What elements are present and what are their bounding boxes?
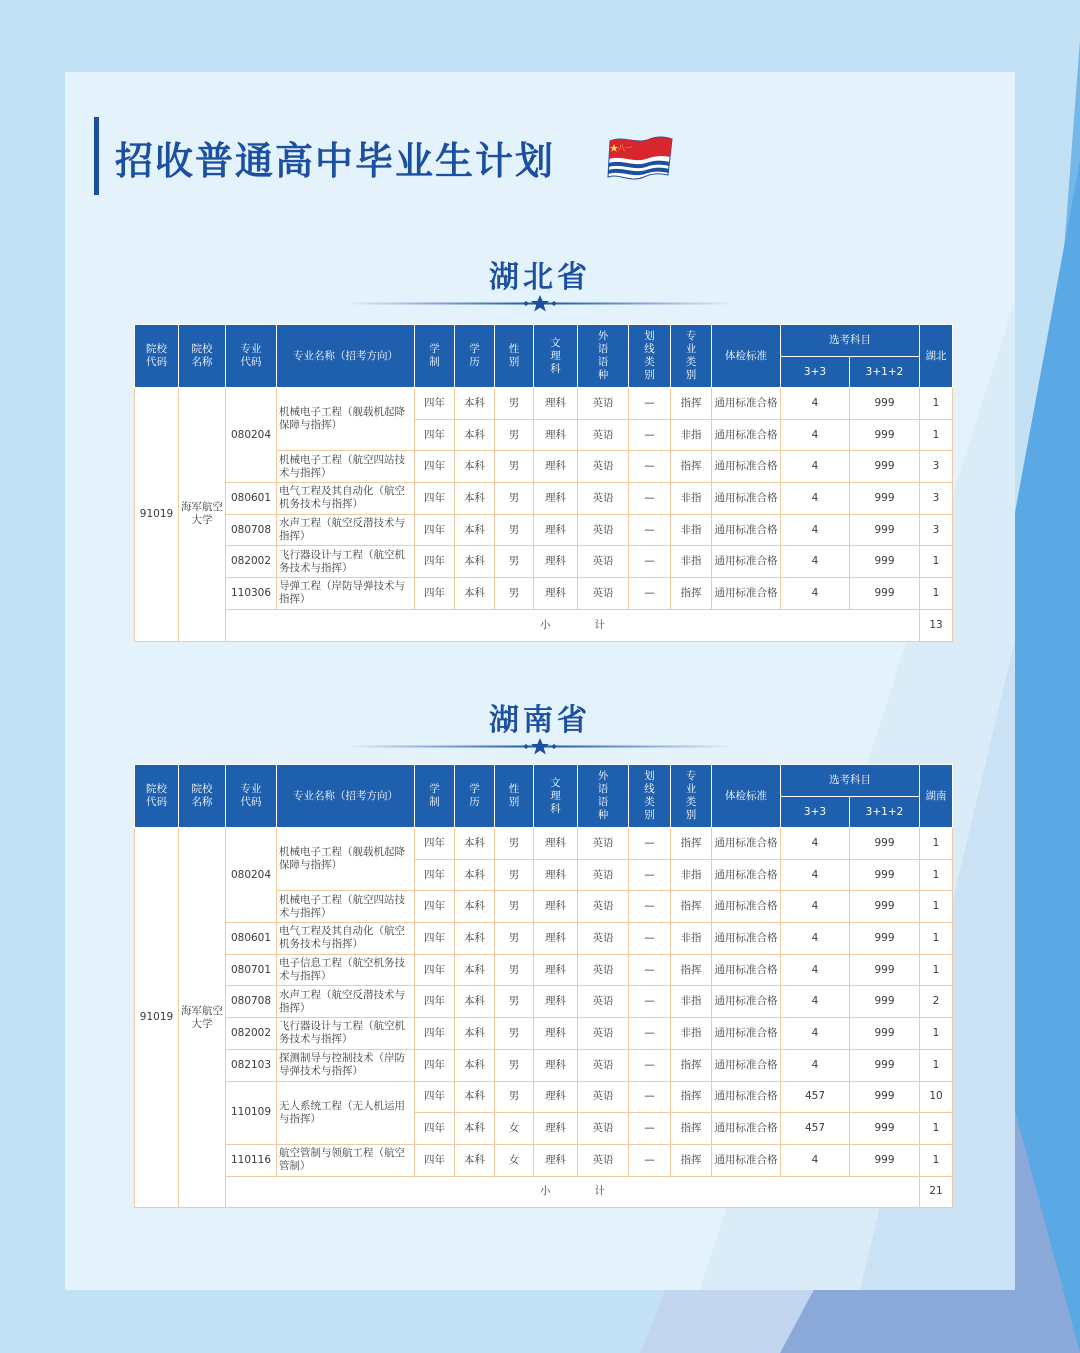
physical-standard: 通用标准合格 xyxy=(712,1113,781,1145)
major-type: 指挥 xyxy=(671,1113,712,1145)
major-type: 非指 xyxy=(671,483,712,515)
quota: 1 xyxy=(920,923,953,955)
major-type: 指挥 xyxy=(671,1081,712,1113)
track: 理科 xyxy=(534,1049,578,1081)
major-type: 非指 xyxy=(671,1018,712,1050)
major-code: 082002 xyxy=(226,1018,277,1050)
physical-standard: 通用标准合格 xyxy=(712,1081,781,1113)
header-gender: 性别 xyxy=(495,325,534,388)
language: 英语 xyxy=(578,1113,629,1145)
quota: 3 xyxy=(920,483,953,515)
header-line-type: 划线类别 xyxy=(629,765,671,828)
major-type: 指挥 xyxy=(671,828,712,860)
quota: 1 xyxy=(920,954,953,986)
gender: 男 xyxy=(495,419,534,451)
duration: 四年 xyxy=(415,923,455,955)
subject-3-3: 4 xyxy=(781,1049,850,1081)
track: 理科 xyxy=(534,451,578,483)
header-region: 湖南 xyxy=(920,765,953,828)
major-code: 110116 xyxy=(226,1144,277,1176)
major-name: 电子信息工程（航空机务技术与指挥） xyxy=(277,954,415,986)
language: 英语 xyxy=(578,419,629,451)
header-school-name: 院校名称 xyxy=(179,325,226,388)
major-code: 082103 xyxy=(226,1049,277,1081)
subject-3-3: 4 xyxy=(781,986,850,1018)
subject-3-1-2: 999 xyxy=(850,388,920,420)
degree: 本科 xyxy=(455,419,495,451)
language: 英语 xyxy=(578,828,629,860)
subject-3-1-2: 999 xyxy=(850,578,920,610)
table-row xyxy=(135,388,953,420)
major-name: 导弹工程（岸防导弹技术与指挥） xyxy=(277,578,415,610)
header-major-name: 专业名称（招考方向） xyxy=(277,325,415,388)
subtotal-row xyxy=(135,1176,953,1208)
subject-3-1-2: 999 xyxy=(850,514,920,546)
header-degree: 学历 xyxy=(455,325,495,388)
degree: 本科 xyxy=(455,1113,495,1145)
duration: 四年 xyxy=(415,1018,455,1050)
track: 理科 xyxy=(534,578,578,610)
quota: 10 xyxy=(920,1081,953,1113)
physical-standard: 通用标准合格 xyxy=(712,954,781,986)
subject-3-3: 4 xyxy=(781,1144,850,1176)
subject-3-1-2: 999 xyxy=(850,828,920,860)
major-type: 非指 xyxy=(671,546,712,578)
duration: 四年 xyxy=(415,483,455,515)
major-name: 电气工程及其自动化（航空机务技术与指挥） xyxy=(277,923,415,955)
header-subject-3-3: 3+3 xyxy=(781,797,850,828)
physical-standard: 通用标准合格 xyxy=(712,546,781,578)
degree: 本科 xyxy=(455,828,495,860)
header-track: 文理科 xyxy=(534,765,578,828)
gender: 女 xyxy=(495,1144,534,1176)
school-code: 91019 xyxy=(135,388,179,642)
line-type: — xyxy=(629,986,671,1018)
header-major-code: 专业代码 xyxy=(226,325,277,388)
degree: 本科 xyxy=(455,451,495,483)
section-title: 湖北省 xyxy=(489,260,591,295)
track: 理科 xyxy=(534,546,578,578)
subject-3-3: 4 xyxy=(781,388,850,420)
header-line-type: 划线类别 xyxy=(629,325,671,388)
major-name: 水声工程（航空反潜技术与指挥） xyxy=(277,514,415,546)
major-name: 飞行器设计与工程（航空机务技术与指挥） xyxy=(277,1018,415,1050)
physical-standard: 通用标准合格 xyxy=(712,1049,781,1081)
line-type: — xyxy=(629,483,671,515)
header-degree: 学历 xyxy=(455,765,495,828)
language: 英语 xyxy=(578,1049,629,1081)
major-code: 080204 xyxy=(226,828,277,923)
degree: 本科 xyxy=(455,1081,495,1113)
title-accent-bar xyxy=(94,117,99,195)
language: 英语 xyxy=(578,1144,629,1176)
physical-standard: 通用标准合格 xyxy=(712,578,781,610)
table-row xyxy=(135,578,953,610)
language: 英语 xyxy=(578,859,629,891)
track: 理科 xyxy=(534,986,578,1018)
table-row xyxy=(135,1081,953,1113)
subject-3-1-2: 999 xyxy=(850,1113,920,1145)
track: 理科 xyxy=(534,859,578,891)
subject-3-3: 4 xyxy=(781,923,850,955)
header-duration: 学制 xyxy=(415,765,455,828)
major-code: 110109 xyxy=(226,1081,277,1144)
major-code: 080708 xyxy=(226,514,277,546)
line-type: — xyxy=(629,451,671,483)
physical-standard: 通用标准合格 xyxy=(712,859,781,891)
table-row xyxy=(135,954,953,986)
naval-flag-icon xyxy=(606,133,674,183)
header-school-code: 院校代码 xyxy=(135,765,179,828)
header-school-code: 院校代码 xyxy=(135,325,179,388)
track: 理科 xyxy=(534,483,578,515)
major-type: 非指 xyxy=(671,419,712,451)
enrollment-table xyxy=(134,324,953,642)
major-type: 非指 xyxy=(671,923,712,955)
subject-3-3: 4 xyxy=(781,891,850,923)
line-type: — xyxy=(629,828,671,860)
track: 理科 xyxy=(534,1113,578,1145)
physical-standard: 通用标准合格 xyxy=(712,923,781,955)
duration: 四年 xyxy=(415,419,455,451)
quota: 1 xyxy=(920,859,953,891)
line-type: — xyxy=(629,1144,671,1176)
header-subject-3-1-2: 3+1+2 xyxy=(850,797,920,828)
track: 理科 xyxy=(534,1081,578,1113)
subtotal-label-b: 计 xyxy=(594,1185,605,1198)
quota: 1 xyxy=(920,828,953,860)
subtotal-label-a: 小 xyxy=(540,1185,551,1198)
track: 理科 xyxy=(534,954,578,986)
physical-standard: 通用标准合格 xyxy=(712,388,781,420)
degree: 本科 xyxy=(455,388,495,420)
quota: 3 xyxy=(920,514,953,546)
track: 理科 xyxy=(534,1018,578,1050)
subject-3-3: 4 xyxy=(781,578,850,610)
duration: 四年 xyxy=(415,828,455,860)
major-code: 080204 xyxy=(226,388,277,483)
school-name: 海军航空大学 xyxy=(179,388,226,642)
subtotal-row xyxy=(135,609,953,641)
degree: 本科 xyxy=(455,1049,495,1081)
major-code: 110306 xyxy=(226,578,277,610)
gender: 男 xyxy=(495,451,534,483)
degree: 本科 xyxy=(455,1018,495,1050)
track: 理科 xyxy=(534,923,578,955)
subject-3-3: 4 xyxy=(781,1018,850,1050)
quota: 2 xyxy=(920,986,953,1018)
header-major-type: 专业类别 xyxy=(671,765,712,828)
physical-standard: 通用标准合格 xyxy=(712,986,781,1018)
duration: 四年 xyxy=(415,1113,455,1145)
line-type: — xyxy=(629,388,671,420)
physical-standard: 通用标准合格 xyxy=(712,514,781,546)
line-type: — xyxy=(629,514,671,546)
duration: 四年 xyxy=(415,514,455,546)
subject-3-3: 4 xyxy=(781,451,850,483)
line-type: — xyxy=(629,546,671,578)
header-school-name: 院校名称 xyxy=(179,765,226,828)
duration: 四年 xyxy=(415,451,455,483)
line-type: — xyxy=(629,1113,671,1145)
duration: 四年 xyxy=(415,546,455,578)
gender: 男 xyxy=(495,954,534,986)
subject-3-1-2: 999 xyxy=(850,483,920,515)
table-row xyxy=(135,546,953,578)
language: 英语 xyxy=(578,514,629,546)
line-type: — xyxy=(629,923,671,955)
header-gender: 性别 xyxy=(495,765,534,828)
subject-3-1-2: 999 xyxy=(850,954,920,986)
gender: 男 xyxy=(495,986,534,1018)
table-row xyxy=(135,1018,953,1050)
header-duration: 学制 xyxy=(415,325,455,388)
gender: 男 xyxy=(495,1018,534,1050)
subject-3-1-2: 999 xyxy=(850,546,920,578)
major-name: 机械电子工程（航空四站技术与指挥） xyxy=(277,451,415,483)
quota: 1 xyxy=(920,419,953,451)
subject-3-3: 457 xyxy=(781,1081,850,1113)
duration: 四年 xyxy=(415,986,455,1018)
language: 英语 xyxy=(578,546,629,578)
quota: 1 xyxy=(920,1113,953,1145)
quota: 1 xyxy=(920,1049,953,1081)
table-row xyxy=(135,514,953,546)
subtotal-label-b: 计 xyxy=(594,618,605,631)
subject-3-1-2: 999 xyxy=(850,923,920,955)
track: 理科 xyxy=(534,828,578,860)
major-type: 非指 xyxy=(671,859,712,891)
language: 英语 xyxy=(578,1081,629,1113)
quota: 1 xyxy=(920,1018,953,1050)
subject-3-1-2: 999 xyxy=(850,859,920,891)
line-type: — xyxy=(629,1018,671,1050)
major-type: 指挥 xyxy=(671,1144,712,1176)
major-name: 机械电子工程（航空四站技术与指挥） xyxy=(277,891,415,923)
table-row xyxy=(135,483,953,515)
gender: 男 xyxy=(495,388,534,420)
degree: 本科 xyxy=(455,483,495,515)
degree: 本科 xyxy=(455,546,495,578)
degree: 本科 xyxy=(455,986,495,1018)
major-type: 指挥 xyxy=(671,388,712,420)
degree: 本科 xyxy=(455,514,495,546)
major-name: 机械电子工程（舰载机起降保障与指挥） xyxy=(277,388,415,451)
star-divider-icon xyxy=(345,737,735,757)
gender: 男 xyxy=(495,1049,534,1081)
major-code: 082002 xyxy=(226,546,277,578)
major-name: 航空管制与领航工程（航空管制） xyxy=(277,1144,415,1176)
major-type: 指挥 xyxy=(671,578,712,610)
duration: 四年 xyxy=(415,1081,455,1113)
line-type: — xyxy=(629,954,671,986)
quota: 1 xyxy=(920,578,953,610)
subtotal-value: 21 xyxy=(920,1176,953,1208)
header-subjects: 选考科目 xyxy=(781,325,920,357)
major-name: 电气工程及其自动化（航空机务技术与指挥） xyxy=(277,483,415,515)
language: 英语 xyxy=(578,451,629,483)
track: 理科 xyxy=(534,1144,578,1176)
major-name: 飞行器设计与工程（航空机务技术与指挥） xyxy=(277,546,415,578)
quota: 1 xyxy=(920,891,953,923)
subject-3-1-2: 999 xyxy=(850,1018,920,1050)
quota: 1 xyxy=(920,388,953,420)
line-type: — xyxy=(629,1049,671,1081)
header-major-code: 专业代码 xyxy=(226,765,277,828)
gender: 男 xyxy=(495,891,534,923)
subject-3-1-2: 999 xyxy=(850,891,920,923)
major-code: 080601 xyxy=(226,923,277,955)
star-divider-icon xyxy=(345,294,735,314)
duration: 四年 xyxy=(415,859,455,891)
physical-standard: 通用标准合格 xyxy=(712,451,781,483)
line-type: — xyxy=(629,1081,671,1113)
major-code: 080708 xyxy=(226,986,277,1018)
major-type: 指挥 xyxy=(671,451,712,483)
track: 理科 xyxy=(534,514,578,546)
gender: 男 xyxy=(495,483,534,515)
quota: 1 xyxy=(920,546,953,578)
degree: 本科 xyxy=(455,923,495,955)
gender: 男 xyxy=(495,1081,534,1113)
subject-3-1-2: 999 xyxy=(850,451,920,483)
duration: 四年 xyxy=(415,954,455,986)
major-name: 水声工程（航空反潜技术与指挥） xyxy=(277,986,415,1018)
language: 英语 xyxy=(578,388,629,420)
gender: 男 xyxy=(495,514,534,546)
subject-3-3: 4 xyxy=(781,514,850,546)
header-language: 外语语种 xyxy=(578,765,629,828)
subject-3-1-2: 999 xyxy=(850,1081,920,1113)
language: 英语 xyxy=(578,986,629,1018)
header-major-name: 专业名称（招考方向） xyxy=(277,765,415,828)
gender: 男 xyxy=(495,546,534,578)
quota: 3 xyxy=(920,451,953,483)
table-row xyxy=(135,986,953,1018)
degree: 本科 xyxy=(455,954,495,986)
physical-standard: 通用标准合格 xyxy=(712,1018,781,1050)
subtotal-label-a: 小 xyxy=(540,618,551,631)
major-name: 无人系统工程（无人机运用与指挥） xyxy=(277,1081,415,1144)
flag-text: 八一 xyxy=(618,144,632,152)
subtotal-label xyxy=(226,609,920,641)
header-subjects: 选考科目 xyxy=(781,765,920,797)
track: 理科 xyxy=(534,388,578,420)
major-name: 探测制导与控制技术（岸防导弹技术与指挥） xyxy=(277,1049,415,1081)
major-type: 非指 xyxy=(671,514,712,546)
duration: 四年 xyxy=(415,1049,455,1081)
physical-standard: 通用标准合格 xyxy=(712,891,781,923)
duration: 四年 xyxy=(415,891,455,923)
subject-3-3: 457 xyxy=(781,1113,850,1145)
degree: 本科 xyxy=(455,578,495,610)
header-language: 外语语种 xyxy=(578,325,629,388)
major-code: 080601 xyxy=(226,483,277,515)
language: 英语 xyxy=(578,923,629,955)
track: 理科 xyxy=(534,419,578,451)
header-physical: 体检标准 xyxy=(712,765,781,828)
header-region: 湖北 xyxy=(920,325,953,388)
gender: 女 xyxy=(495,1113,534,1145)
gender: 男 xyxy=(495,578,534,610)
subject-3-3: 4 xyxy=(781,546,850,578)
duration: 四年 xyxy=(415,578,455,610)
header-major-type: 专业类别 xyxy=(671,325,712,388)
subtotal-value: 13 xyxy=(920,609,953,641)
language: 英语 xyxy=(578,578,629,610)
school-name: 海军航空大学 xyxy=(179,828,226,1208)
duration: 四年 xyxy=(415,1144,455,1176)
school-code: 91019 xyxy=(135,828,179,1208)
language: 英语 xyxy=(578,1018,629,1050)
language: 英语 xyxy=(578,483,629,515)
major-type: 指挥 xyxy=(671,954,712,986)
line-type: — xyxy=(629,891,671,923)
line-type: — xyxy=(629,578,671,610)
line-type: — xyxy=(629,859,671,891)
subject-3-3: 4 xyxy=(781,828,850,860)
subject-3-3: 4 xyxy=(781,419,850,451)
subject-3-3: 4 xyxy=(781,859,850,891)
gender: 男 xyxy=(495,859,534,891)
table-row xyxy=(135,828,953,860)
subject-3-3: 4 xyxy=(781,483,850,515)
degree: 本科 xyxy=(455,859,495,891)
header-subject-3-1-2: 3+1+2 xyxy=(850,357,920,388)
gender: 男 xyxy=(495,923,534,955)
section-title: 湖南省 xyxy=(489,703,591,738)
subject-3-1-2: 999 xyxy=(850,1144,920,1176)
gender: 男 xyxy=(495,828,534,860)
table-row xyxy=(135,1144,953,1176)
language: 英语 xyxy=(578,891,629,923)
physical-standard: 通用标准合格 xyxy=(712,1144,781,1176)
major-type: 指挥 xyxy=(671,891,712,923)
physical-standard: 通用标准合格 xyxy=(712,828,781,860)
major-name: 机械电子工程（舰载机起降保障与指挥） xyxy=(277,828,415,891)
header-track: 文理科 xyxy=(534,325,578,388)
subject-3-3: 4 xyxy=(781,954,850,986)
subject-3-1-2: 999 xyxy=(850,1049,920,1081)
major-type: 非指 xyxy=(671,986,712,1018)
enrollment-table xyxy=(134,764,953,1208)
physical-standard: 通用标准合格 xyxy=(712,483,781,515)
quota: 1 xyxy=(920,1144,953,1176)
header-physical: 体检标准 xyxy=(712,325,781,388)
degree: 本科 xyxy=(455,891,495,923)
subject-3-1-2: 999 xyxy=(850,419,920,451)
header-subject-3-3: 3+3 xyxy=(781,357,850,388)
page-title: 招收普通高中毕业生计划 xyxy=(115,138,556,183)
major-type: 指挥 xyxy=(671,1049,712,1081)
major-code: 080701 xyxy=(226,954,277,986)
language: 英语 xyxy=(578,954,629,986)
line-type: — xyxy=(629,419,671,451)
physical-standard: 通用标准合格 xyxy=(712,419,781,451)
subject-3-1-2: 999 xyxy=(850,986,920,1018)
table-row xyxy=(135,1049,953,1081)
subtotal-label xyxy=(226,1176,920,1208)
track: 理科 xyxy=(534,891,578,923)
degree: 本科 xyxy=(455,1144,495,1176)
duration: 四年 xyxy=(415,388,455,420)
table-row xyxy=(135,923,953,955)
